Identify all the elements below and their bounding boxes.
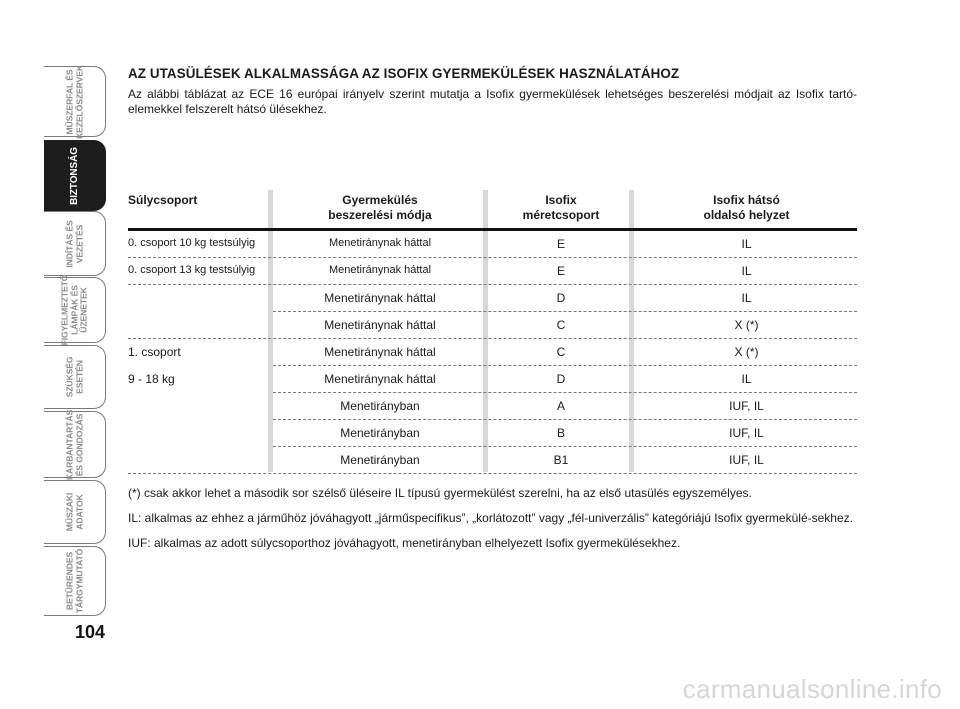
tab-label: KARBANTARTÁS ÉS GONDOZÁS bbox=[63, 409, 84, 480]
cell-position: IL bbox=[741, 291, 752, 305]
intro-paragraph: Az alábbi táblázat az ECE 16 európai irányelv szerint mutatja a Isofix gyermekülések lehetséges beszerelési módjait az Isofix tartó-elemekkel felszerelt hátsó ülésekhez. bbox=[128, 87, 857, 116]
cell-mode: Menetirányban bbox=[340, 399, 420, 413]
cell-position: IL bbox=[741, 237, 752, 251]
header-weight-group: Súlycsoport bbox=[128, 193, 198, 207]
cell-position: X (*) bbox=[734, 345, 759, 359]
cell-weight: 9 - 18 kg bbox=[128, 372, 175, 386]
tab-label: FIGYELMEZTETŐ LÁMPÁK ÉS ÜZENETEK bbox=[59, 274, 89, 346]
section-header bbox=[128, 66, 857, 117]
tab-label: BIZTONSÁG bbox=[68, 146, 80, 205]
header-rear-position: Isofix hátsó oldalsó helyzet bbox=[703, 193, 790, 222]
cell-size: B1 bbox=[553, 453, 569, 467]
cell-weight: 0. csoport 13 kg testsúlyig bbox=[128, 264, 256, 276]
cell-size: E bbox=[556, 237, 565, 251]
tab-figyelmezteto[interactable] bbox=[44, 274, 106, 346]
tab-muszaki[interactable] bbox=[44, 480, 106, 544]
tab-szukseg[interactable] bbox=[44, 345, 106, 409]
footnote-iuf: IUF: alkalmas az adott súlycsoporthoz jóváhagyott, menetirányban elhelyezett Isofix gyermekülésekhez. bbox=[128, 536, 681, 550]
cell-mode: Menetiránynak háttal bbox=[324, 372, 436, 386]
cell-weight: 0. csoport 10 kg testsúlyig bbox=[128, 237, 256, 249]
cell-size: C bbox=[556, 318, 566, 332]
table-row bbox=[128, 285, 857, 312]
cell-position: IL bbox=[741, 372, 752, 386]
page-number: 104 bbox=[75, 622, 106, 642]
cell-mode: Menetiránynak háttal bbox=[324, 291, 436, 305]
table-row bbox=[128, 447, 857, 474]
table-row bbox=[128, 231, 857, 258]
cell-size: C bbox=[556, 345, 566, 359]
cell-position: IUF, IL bbox=[729, 426, 764, 440]
header-install-mode: Gyermekülés beszerelési módja bbox=[328, 193, 432, 222]
table-header bbox=[128, 190, 857, 228]
cell-size: A bbox=[556, 399, 565, 413]
table-row bbox=[128, 366, 857, 393]
cell-position: IL bbox=[741, 264, 752, 278]
tab-label: INDÍTÁS ÉS VEZETÉS bbox=[63, 219, 84, 268]
table-row bbox=[128, 393, 857, 420]
cell-mode: Menetirányban bbox=[340, 426, 420, 440]
tab-biztonsag[interactable] bbox=[44, 140, 106, 211]
cell-size: B bbox=[556, 426, 565, 440]
tab-label: MŰSZAKI ADATOK bbox=[63, 492, 84, 532]
cell-mode: Menetiránynak háttal bbox=[328, 237, 432, 249]
footnote-asterisk: (*) csak akkor lehet a második sor szélső üléseire IL típusú gyermekülést szerelni, ha az első utasülés egyszemélyes. bbox=[128, 486, 752, 500]
cell-position: IUF, IL bbox=[729, 453, 764, 467]
tab-label: SZÜKSÉG ESETÉN bbox=[63, 356, 84, 398]
cell-size: E bbox=[556, 264, 565, 278]
tab-label: MŰSZERFAL ÉS KEZELŐSZERVEK bbox=[63, 64, 84, 139]
watermark: carmanualsonline.info bbox=[682, 674, 942, 704]
tab-betrendes[interactable] bbox=[44, 546, 106, 616]
tab-label: BETŰRENDES TÁRGYMUTATÓ bbox=[63, 548, 84, 614]
cell-mode: Menetiránynak háttal bbox=[324, 345, 436, 359]
footnote-il: IL: alkalmas az ehhez a járműhöz jóváhagyott „járműspecifikus”, „korlátozott” vagy „fél-univerzális” kategóriájú Isofix gyermekülé-sekhez. bbox=[128, 511, 853, 525]
cell-position: IUF, IL bbox=[729, 399, 764, 413]
table-row bbox=[128, 339, 857, 366]
table-row bbox=[128, 312, 857, 339]
cell-position: X (*) bbox=[734, 318, 759, 332]
tab-muszerfal[interactable] bbox=[44, 66, 106, 137]
cell-mode: Menetiránynak háttal bbox=[324, 318, 436, 332]
cell-weight: 1. csoport bbox=[128, 345, 181, 359]
side-tabs bbox=[0, 0, 110, 709]
header-size-class: Isofix méretcsoport bbox=[522, 193, 600, 222]
cell-size: D bbox=[556, 372, 566, 386]
footnotes bbox=[128, 486, 857, 561]
tab-inditas[interactable] bbox=[44, 211, 106, 276]
table-row bbox=[128, 258, 857, 285]
page-title: AZ UTASÜLÉSEK ALKALMASSÁGA AZ ISOFIX GYERMEKÜLÉSEK HASZNÁLATÁHOZ bbox=[128, 66, 680, 81]
cell-mode: Menetirányban bbox=[340, 453, 420, 467]
cell-size: D bbox=[556, 291, 566, 305]
table-row bbox=[128, 420, 857, 447]
row-divider bbox=[128, 473, 857, 474]
tab-karbantartas[interactable] bbox=[44, 411, 106, 478]
cell-mode: Menetiránynak háttal bbox=[328, 264, 432, 276]
